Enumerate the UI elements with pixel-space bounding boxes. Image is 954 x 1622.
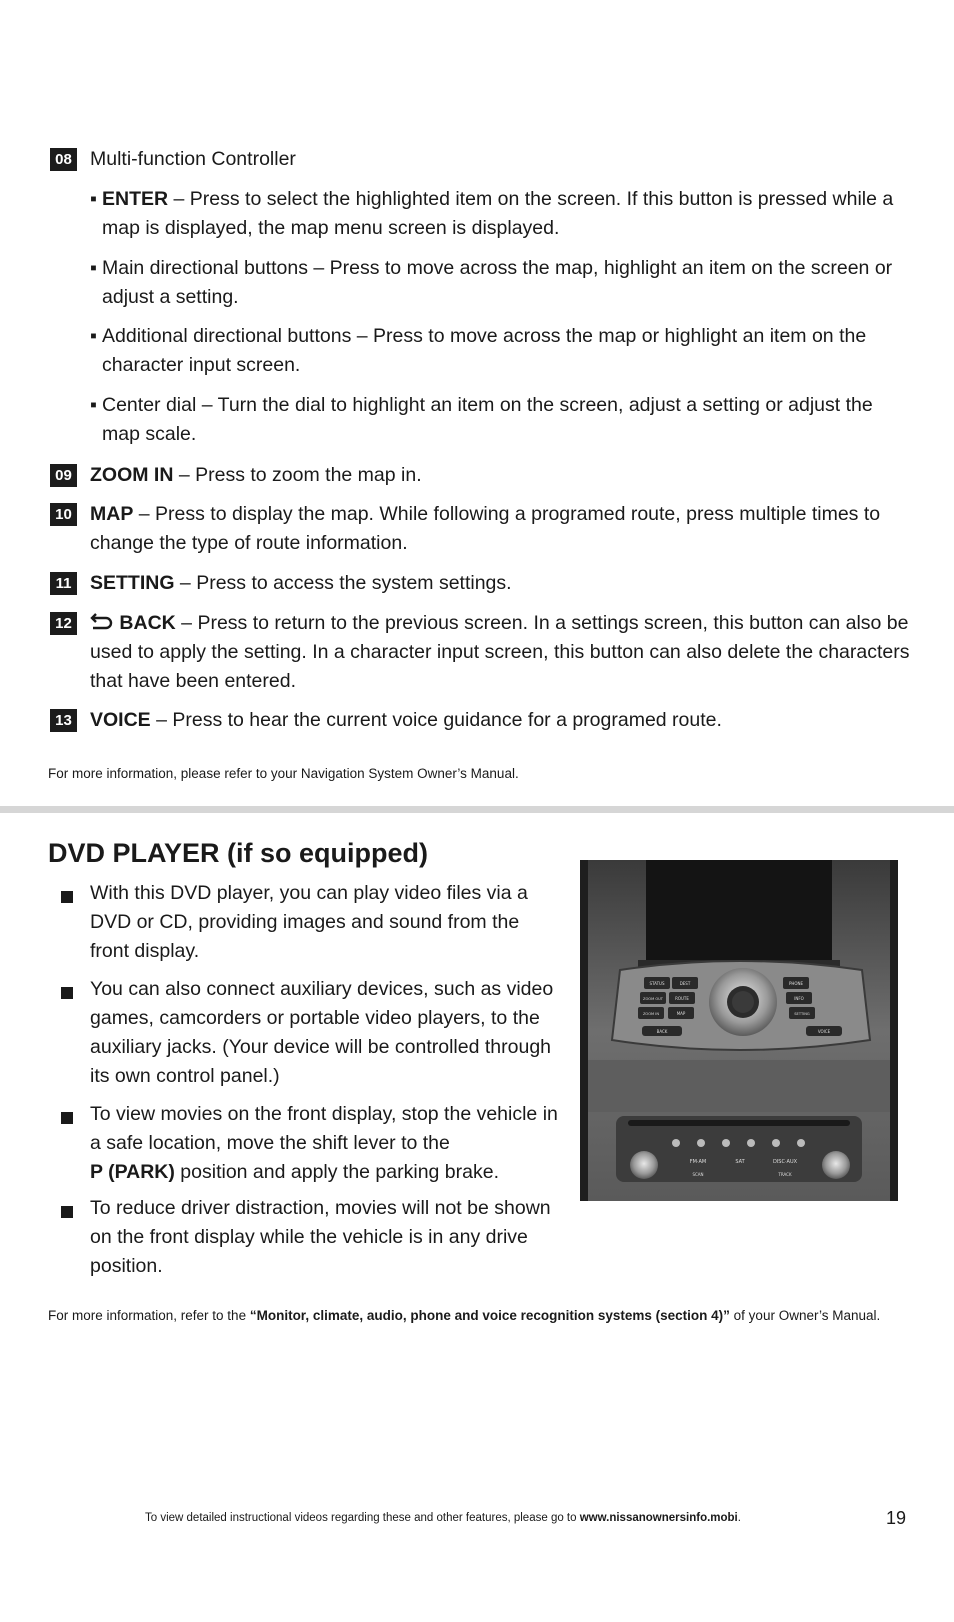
page-number: 19 [886, 1508, 907, 1528]
dvd-para-4: To reduce driver distraction, movies will not be shown on the front display while the vehicle is in any drive position. [90, 1197, 551, 1277]
item-number-11: 11 [50, 572, 77, 595]
setting-desc: – Press to access the system settings. [174, 572, 512, 594]
bullet-main-directional [90, 254, 910, 312]
item-08-text: Multi-function Controller [90, 148, 296, 170]
dvd-heading: DVD PLAYER (if so equipped) [48, 838, 429, 868]
item-11-text [90, 569, 910, 598]
item-number-09: 09 [50, 464, 77, 487]
dvd-para-3c: position and apply the parking brake. [174, 1161, 500, 1183]
fm-am-text: FM·AM [689, 1159, 707, 1165]
sat-text: SAT [735, 1159, 745, 1165]
dvd-note-a: For more information, refer to the [48, 1308, 250, 1323]
back-arrow-icon [90, 611, 114, 631]
item-number-10: 10 [50, 503, 77, 526]
map-text: MAP [676, 1011, 686, 1016]
dvd-para-3 [90, 1100, 560, 1187]
item-09-text [90, 461, 910, 490]
dest-text: DEST [679, 981, 691, 986]
voice-desc: – Press to hear the current voice guidance for a programed route. [150, 709, 722, 731]
dvd-para-1: With this DVD player, you can play video files via a DVD or CD, providing images and sound from the front display. [90, 882, 528, 962]
tune-knob [822, 1151, 850, 1179]
bullet-additional-directional [90, 322, 910, 380]
zoom-in-label: ZOOM IN [90, 464, 174, 486]
footer-text: To view detailed instructional videos regarding these and other features, please go to [145, 1512, 580, 1524]
bullet-dot: ▪ [90, 325, 97, 347]
section-divider [0, 806, 954, 813]
footer-period: . [737, 1512, 741, 1524]
enter-text: – Press to select the highlighted item on the screen. If this button is pressed while a map is displayed, the map menu screen is displayed. [102, 188, 894, 239]
bullet-dot: ▪ [90, 394, 97, 416]
bullet-square [61, 987, 73, 999]
back-desc: – Press to return to the previous screen. In a settings screen, this button can also be used to apply the setting. In a character input screen, this button can also delete the characters that have been entered. [90, 612, 910, 692]
map-desc: – Press to display the map. While following a programed route, press multiple times to change the type of route information. [90, 503, 881, 554]
back-text: BACK [656, 1029, 668, 1034]
enter-label: ENTER [102, 188, 169, 210]
volume-knob [630, 1151, 658, 1179]
footer [145, 1512, 741, 1524]
dashboard-illustration [580, 860, 898, 1201]
dvd-note-c: of your Owner’s Manual. [729, 1308, 881, 1323]
setting-text: SETTING [794, 1012, 810, 1016]
disc-slot [628, 1120, 850, 1126]
dvd-note-section: “Monitor, climate, audio, phone and voice recognition systems (section 4)” [249, 1308, 730, 1323]
dvd-para-2: You can also connect auxiliary devices, such as video games, camcorders or portable video players, to the auxiliary jacks. (Your device will be controlled through its own control panel.) [90, 978, 554, 1087]
bullet-enter [90, 185, 910, 243]
footer-link[interactable]: www.nissanownersinfo.mobi [579, 1512, 738, 1524]
item-number-13: 13 [50, 709, 77, 732]
additional-directional-text: Additional directional buttons – Press to move across the map or highlight an item on the character input screen. [102, 325, 867, 376]
route-text: ROUTE [675, 996, 689, 1001]
item-number-08: 08 [50, 148, 77, 171]
bullet-square [61, 891, 73, 903]
item-12-text [90, 609, 910, 696]
nav-manual-note: For more information, please refer to your Navigation System Owner’s Manual. [48, 766, 519, 781]
front-display [646, 860, 832, 965]
zoom-out-text: ZOOM OUT [642, 997, 664, 1001]
voice-label: VOICE [90, 709, 151, 731]
voice-text: VOICE [817, 1029, 831, 1034]
zoom-in-text: ZOOM IN [642, 1012, 660, 1016]
dvd-para-3a: To view movies on the front display, stop the vehicle in a safe location, move the shift lever to the [90, 1103, 558, 1154]
dvd-manual-note [48, 1306, 908, 1326]
track-text: TRACK [778, 1172, 792, 1177]
bullet-dot: ▪ [90, 257, 97, 279]
disc-aux-text: DISC·AUX [772, 1159, 798, 1165]
item-13-text [90, 706, 910, 735]
status-text: STATUS [649, 981, 665, 986]
item-number-12: 12 [50, 612, 77, 635]
item-10-text [90, 500, 910, 558]
scan-text: SCAN [692, 1172, 704, 1177]
main-directional-text: Main directional buttons – Press to move across the map, highlight an item on the screen or adjust a setting. [102, 257, 893, 308]
bullet-dot: ▪ [90, 188, 97, 210]
center-dial-text: Center dial – Turn the dial to highlight an item on the screen, adjust a setting or adjust the map scale. [102, 394, 873, 445]
info-text: INFO [794, 996, 804, 1001]
map-label: MAP [90, 503, 134, 525]
dashboard-photo [580, 860, 898, 1201]
bullet-square [61, 1206, 73, 1218]
bullet-square [61, 1112, 73, 1124]
back-label: BACK [119, 612, 176, 634]
phone-text: PHONE [788, 981, 804, 986]
setting-label: SETTING [90, 572, 175, 594]
bullet-center-dial [90, 391, 910, 449]
park-label: P (PARK) [90, 1161, 175, 1183]
zoom-in-desc: – Press to zoom the map in. [173, 464, 422, 486]
